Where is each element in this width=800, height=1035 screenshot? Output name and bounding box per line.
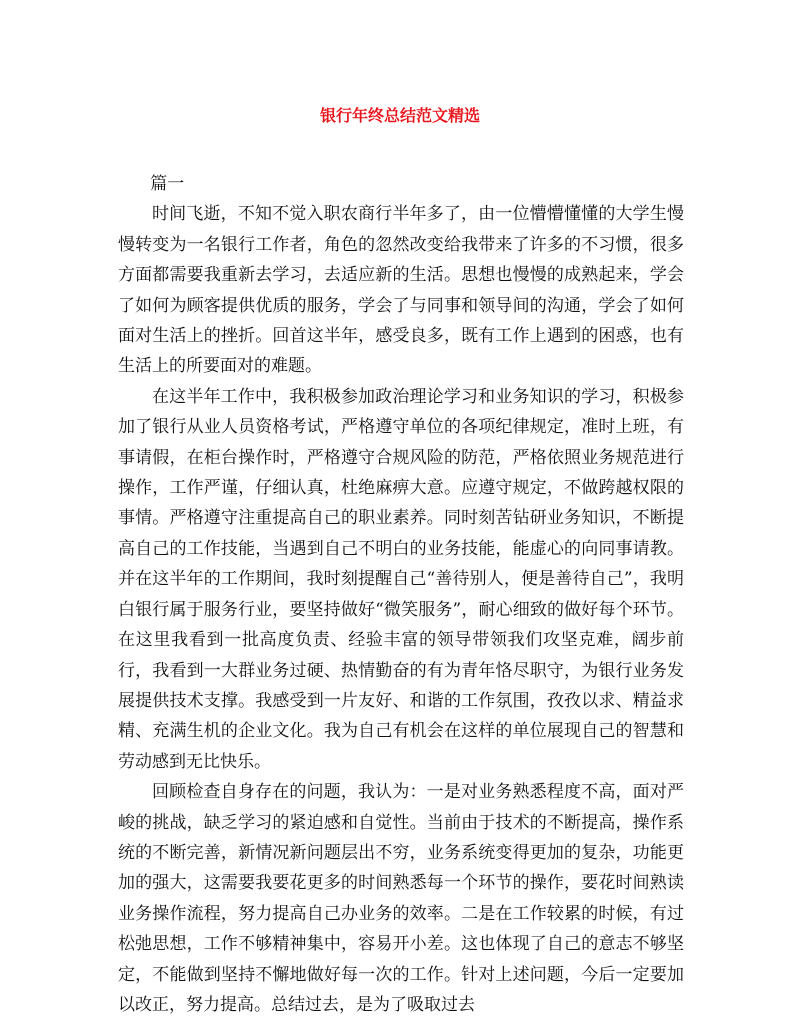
paragraph-3: 回顾检查自身存在的问题，我认为：一是对业务熟悉程度不高，面对严峻的挑战，缺乏学习的紧迫感和自觉性。当前由于技术的不断提高，操作系统的不断完善，新情况新问题层出不穷，业务系统变得更加的复杂，功能更加的强大，这需要我要花更多的时间熟悉每一个环节的操作，要花时间熟读业务操作流程，努力提高自己办业务的效率。二是在工作较累的时候，有过松弛思想，工作不够精神集中，容易开小差。这也体现了自己的意志不够坚定，不能做到坚持不懈地做好每一次的工作。针对上述问题，今后一定要加以改正，努力提高。总结过去，是为了吸取过去 <box>118 782 684 1015</box>
document-body <box>118 169 684 1020</box>
document-title: 银行年终总结范文精选 <box>319 106 480 125</box>
section-label: 篇一 <box>150 174 185 194</box>
paragraph-2: 在这半年工作中，我积极参加政治理论学习和业务知识的学习，积极参加了银行从业人员资格考试，严格遵守单位的各项纪律规定，准时上班，有事请假，在柜台操作时，严格遵守合规风险的防范，严格依照业务规范进行操作，工作严谨，仔细认真，杜绝麻痹大意。应遵守规定，不做跨越权限的事情。严格遵守注重提高自己的职业素养。同时刻苦钻研业务知识，不断提高自己的工作技能，当遇到自己不明白的业务技能，能虚心的向同事请教。并在这半年的工作期间，我时刻提醒自己“善待别人，便是善待自己”，我明白银行属于服务行业，要坚持做好“微笑服务”，耐心细致的做好每个环节。在这里我看到一批高度负责、经验丰富的领导带领我们攻坚克难，阔步前行，我看到一大群业务过硬、热情勤奋的有为青年恪尽职守，为银行业务发展提供技术支撑。我感受到一片友好、和谐的工作氛围，孜孜以求、精益求精、充满生机的企业文化。我为自己有机会在这样的单位展现自己的智慧和劳动感到无比快乐。 <box>118 386 684 772</box>
paragraph-1: 时间飞逝，不知不觉入职农商行半年多了，由一位懵懵懂懂的大学生慢慢转变为一名银行工作者，角色的忽然改变给我带来了许多的不习惯，很多方面都需要我重新去学习，去适应新的生活。思想也慢慢的成熟起来，学会了如何为顾客提供优质的服务，学会了与同事和领导间的沟通，学会了如何面对生活上的挫折。回首这半年，感受良多，既有工作上遇到的困惑，也有生活上的所要面对的难题。 <box>118 204 684 377</box>
